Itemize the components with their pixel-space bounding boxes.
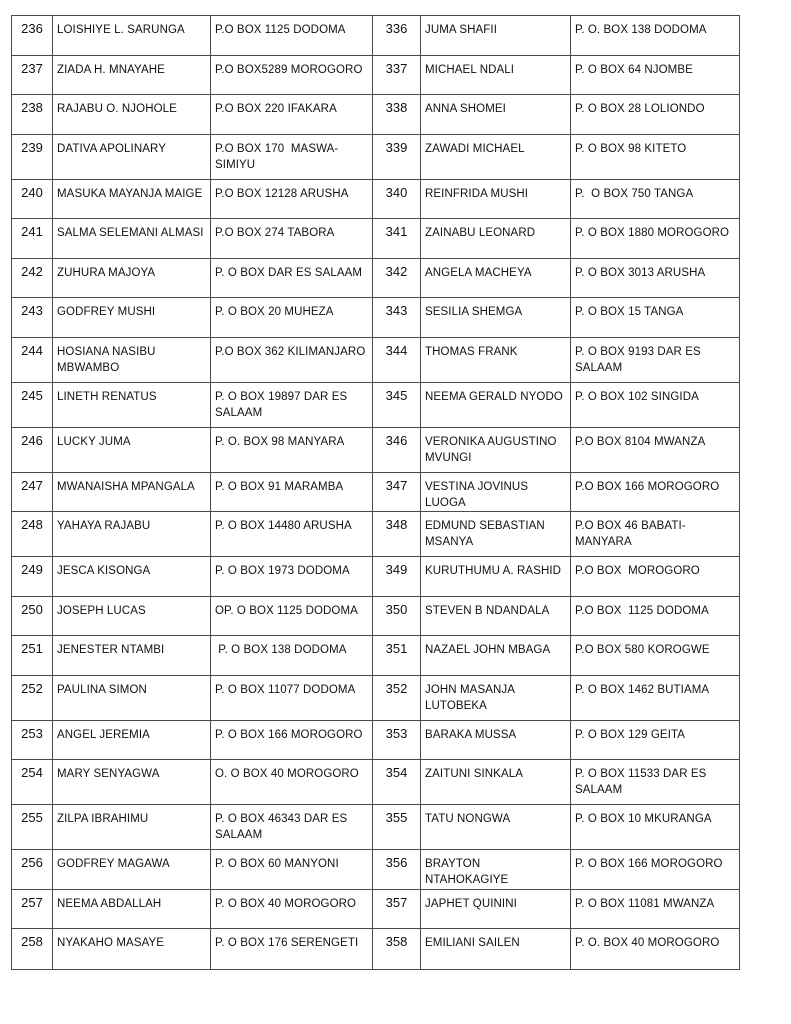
table-row — [12, 16, 740, 56]
entry-number-left: 251 — [12, 636, 53, 676]
entry-number-right: 337 — [373, 56, 421, 95]
name-right: THOMAS FRANK — [421, 338, 571, 383]
address-left: O. O BOX 40 MOROGORO — [211, 760, 373, 805]
address-left: P. O BOX 19897 DAR ES SALAAM — [211, 383, 373, 428]
table-row — [12, 636, 740, 676]
entry-number-right: 358 — [373, 929, 421, 970]
table-row — [12, 338, 740, 383]
address-left: P. O BOX 138 DODOMA — [211, 636, 373, 676]
name-left: DATIVA APOLINARY — [53, 135, 211, 180]
entry-number-right: 340 — [373, 180, 421, 219]
name-left: SALMA SELEMANI ALMASI — [53, 219, 211, 259]
address-left: P. O BOX 11077 DODOMA — [211, 676, 373, 721]
entry-number-right: 339 — [373, 135, 421, 180]
table-row — [12, 180, 740, 219]
table-row — [12, 850, 740, 890]
name-left: JESCA KISONGA — [53, 557, 211, 597]
name-left: GODFREY MAGAWA — [53, 850, 211, 890]
table-row — [12, 676, 740, 721]
name-left: ZILPA IBRAHIMU — [53, 805, 211, 850]
entry-number-left: 239 — [12, 135, 53, 180]
address-right: P. O BOX 64 NJOMBE — [571, 56, 740, 95]
entry-number-left: 258 — [12, 929, 53, 970]
entry-number-right: 354 — [373, 760, 421, 805]
address-left: P. O BOX 20 MUHEZA — [211, 298, 373, 338]
name-right: JAPHET QUININI — [421, 890, 571, 929]
name-left: GODFREY MUSHI — [53, 298, 211, 338]
address-right: P. O BOX 10 MKURANGA — [571, 805, 740, 850]
entry-number-right: 352 — [373, 676, 421, 721]
name-left: MASUKA MAYANJA MAIGE — [53, 180, 211, 219]
address-left: P.O BOX5289 MOROGORO — [211, 56, 373, 95]
entry-number-left: 236 — [12, 16, 53, 56]
table-row — [12, 805, 740, 850]
address-left: P. O BOX 14480 ARUSHA — [211, 512, 373, 557]
entry-number-right: 338 — [373, 95, 421, 135]
name-left: ANGEL JEREMIA — [53, 721, 211, 760]
address-right: P. O BOX 3013 ARUSHA — [571, 259, 740, 298]
name-left: JOSEPH LUCAS — [53, 597, 211, 636]
table-row — [12, 428, 740, 473]
table-row — [12, 512, 740, 557]
address-left: P.O BOX 1125 DODOMA — [211, 16, 373, 56]
name-right: NEEMA GERALD NYODO — [421, 383, 571, 428]
name-right: BRAYTON NTAHOKAGIYE — [421, 850, 571, 890]
entry-number-right: 343 — [373, 298, 421, 338]
entry-number-right: 350 — [373, 597, 421, 636]
table-row — [12, 219, 740, 259]
address-right: P. O BOX 9193 DAR ES SALAAM — [571, 338, 740, 383]
address-right: P. O BOX 1880 MOROGORO — [571, 219, 740, 259]
entry-number-left: 257 — [12, 890, 53, 929]
name-left: RAJABU O. NJOHOLE — [53, 95, 211, 135]
name-right: ANNA SHOMEI — [421, 95, 571, 135]
name-right: BARAKA MUSSA — [421, 721, 571, 760]
entry-number-left: 244 — [12, 338, 53, 383]
address-right: P. O BOX 750 TANGA — [571, 180, 740, 219]
name-right: ZAINABU LEONARD — [421, 219, 571, 259]
table-row — [12, 95, 740, 135]
entry-number-left: 243 — [12, 298, 53, 338]
address-right: P. O BOX 98 KITETO — [571, 135, 740, 180]
address-left: P.O BOX 12128 ARUSHA — [211, 180, 373, 219]
address-left: P.O BOX 274 TABORA — [211, 219, 373, 259]
address-right: P.O BOX 1125 DODOMA — [571, 597, 740, 636]
table-row — [12, 473, 740, 512]
entry-number-left: 238 — [12, 95, 53, 135]
name-left: NEEMA ABDALLAH — [53, 890, 211, 929]
name-left: JENESTER NTAMBI — [53, 636, 211, 676]
name-right: STEVEN B NDANDALA — [421, 597, 571, 636]
address-right: P.O BOX 8104 MWANZA — [571, 428, 740, 473]
name-left: HOSIANA NASIBU MBWAMBO — [53, 338, 211, 383]
address-left: P.O BOX 170 MASWA-SIMIYU — [211, 135, 373, 180]
entry-number-right: 356 — [373, 850, 421, 890]
entry-number-right: 351 — [373, 636, 421, 676]
address-left: P. O BOX 166 MOROGORO — [211, 721, 373, 760]
entry-number-left: 246 — [12, 428, 53, 473]
name-left: MWANAISHA MPANGALA — [53, 473, 211, 512]
address-left: P. O BOX 176 SERENGETI — [211, 929, 373, 970]
name-right: JOHN MASANJA LUTOBEKA — [421, 676, 571, 721]
entry-number-left: 253 — [12, 721, 53, 760]
address-left: P.O BOX 220 IFAKARA — [211, 95, 373, 135]
entry-number-left: 247 — [12, 473, 53, 512]
table-row — [12, 259, 740, 298]
address-right: P.O BOX 46 BABATI-MANYARA — [571, 512, 740, 557]
entry-number-right: 345 — [373, 383, 421, 428]
entry-number-left: 254 — [12, 760, 53, 805]
name-right: TATU NONGWA — [421, 805, 571, 850]
entry-number-left: 250 — [12, 597, 53, 636]
entry-number-left: 249 — [12, 557, 53, 597]
entry-number-right: 336 — [373, 16, 421, 56]
entry-number-right: 347 — [373, 473, 421, 512]
name-right: VERONIKA AUGUSTINO MVUNGI — [421, 428, 571, 473]
name-left: NYAKAHO MASAYE — [53, 929, 211, 970]
name-right: KURUTHUMU A. RASHID — [421, 557, 571, 597]
name-right: SESILIA SHEMGA — [421, 298, 571, 338]
entry-number-left: 241 — [12, 219, 53, 259]
address-right: P. O BOX 28 LOLIONDO — [571, 95, 740, 135]
name-right: ANGELA MACHEYA — [421, 259, 571, 298]
name-left: MARY SENYAGWA — [53, 760, 211, 805]
name-right: MICHAEL NDALI — [421, 56, 571, 95]
table-row — [12, 135, 740, 180]
address-left: P. O BOX 60 MANYONI — [211, 850, 373, 890]
entry-number-left: 237 — [12, 56, 53, 95]
address-right: P.O BOX 166 MOROGORO — [571, 473, 740, 512]
address-left: OP. O BOX 1125 DODOMA — [211, 597, 373, 636]
name-left: LINETH RENATUS — [53, 383, 211, 428]
name-right: ZAITUNI SINKALA — [421, 760, 571, 805]
address-left: P. O BOX 1973 DODOMA — [211, 557, 373, 597]
table-row — [12, 760, 740, 805]
entry-number-left: 256 — [12, 850, 53, 890]
entry-number-right: 357 — [373, 890, 421, 929]
entry-number-right: 353 — [373, 721, 421, 760]
name-right: VESTINA JOVINUS LUOGA — [421, 473, 571, 512]
address-right: P. O BOX 11533 DAR ES SALAAM — [571, 760, 740, 805]
name-left: ZIADA H. MNAYAHE — [53, 56, 211, 95]
entry-number-right: 348 — [373, 512, 421, 557]
name-right: REINFRIDA MUSHI — [421, 180, 571, 219]
address-right: P. O BOX 1462 BUTIAMA — [571, 676, 740, 721]
address-right: P. O. BOX 40 MOROGORO — [571, 929, 740, 970]
table-row — [12, 890, 740, 929]
name-right: JUMA SHAFII — [421, 16, 571, 56]
address-right: P. O BOX 15 TANGA — [571, 298, 740, 338]
table-row — [12, 298, 740, 338]
table-row — [12, 721, 740, 760]
entry-number-right: 344 — [373, 338, 421, 383]
name-right: EMILIANI SAILEN — [421, 929, 571, 970]
name-left: ZUHURA MAJOYA — [53, 259, 211, 298]
entry-number-left: 252 — [12, 676, 53, 721]
entry-number-right: 342 — [373, 259, 421, 298]
address-left: P. O BOX 46343 DAR ES SALAAM — [211, 805, 373, 850]
registry-table-body — [12, 16, 740, 970]
address-left: P. O BOX 40 MOROGORO — [211, 890, 373, 929]
address-right: P. O BOX 102 SINGIDA — [571, 383, 740, 428]
entry-number-left: 240 — [12, 180, 53, 219]
table-row — [12, 597, 740, 636]
entry-number-left: 255 — [12, 805, 53, 850]
entry-number-right: 346 — [373, 428, 421, 473]
table-row — [12, 557, 740, 597]
entry-number-left: 245 — [12, 383, 53, 428]
name-right: EDMUND SEBASTIAN MSANYA — [421, 512, 571, 557]
table-row — [12, 56, 740, 95]
name-left: LOISHIYE L. SARUNGA — [53, 16, 211, 56]
name-left: YAHAYA RAJABU — [53, 512, 211, 557]
name-left: LUCKY JUMA — [53, 428, 211, 473]
name-right: ZAWADI MICHAEL — [421, 135, 571, 180]
address-right: P. O BOX 166 MOROGORO — [571, 850, 740, 890]
address-left: P. O. BOX 98 MANYARA — [211, 428, 373, 473]
table-row — [12, 383, 740, 428]
address-right: P.O BOX MOROGORO — [571, 557, 740, 597]
address-left: P. O BOX 91 MARAMBA — [211, 473, 373, 512]
address-right: P. O BOX 129 GEITA — [571, 721, 740, 760]
address-left: P. O BOX DAR ES SALAAM — [211, 259, 373, 298]
registry-table — [11, 15, 740, 970]
address-left: P.O BOX 362 KILIMANJARO — [211, 338, 373, 383]
name-right: NAZAEL JOHN MBAGA — [421, 636, 571, 676]
name-left: PAULINA SIMON — [53, 676, 211, 721]
table-row — [12, 929, 740, 970]
address-right: P. O BOX 11081 MWANZA — [571, 890, 740, 929]
entry-number-left: 248 — [12, 512, 53, 557]
entry-number-right: 341 — [373, 219, 421, 259]
entry-number-right: 349 — [373, 557, 421, 597]
address-right: P. O. BOX 138 DODOMA — [571, 16, 740, 56]
entry-number-right: 355 — [373, 805, 421, 850]
address-right: P.O BOX 580 KOROGWE — [571, 636, 740, 676]
entry-number-left: 242 — [12, 259, 53, 298]
